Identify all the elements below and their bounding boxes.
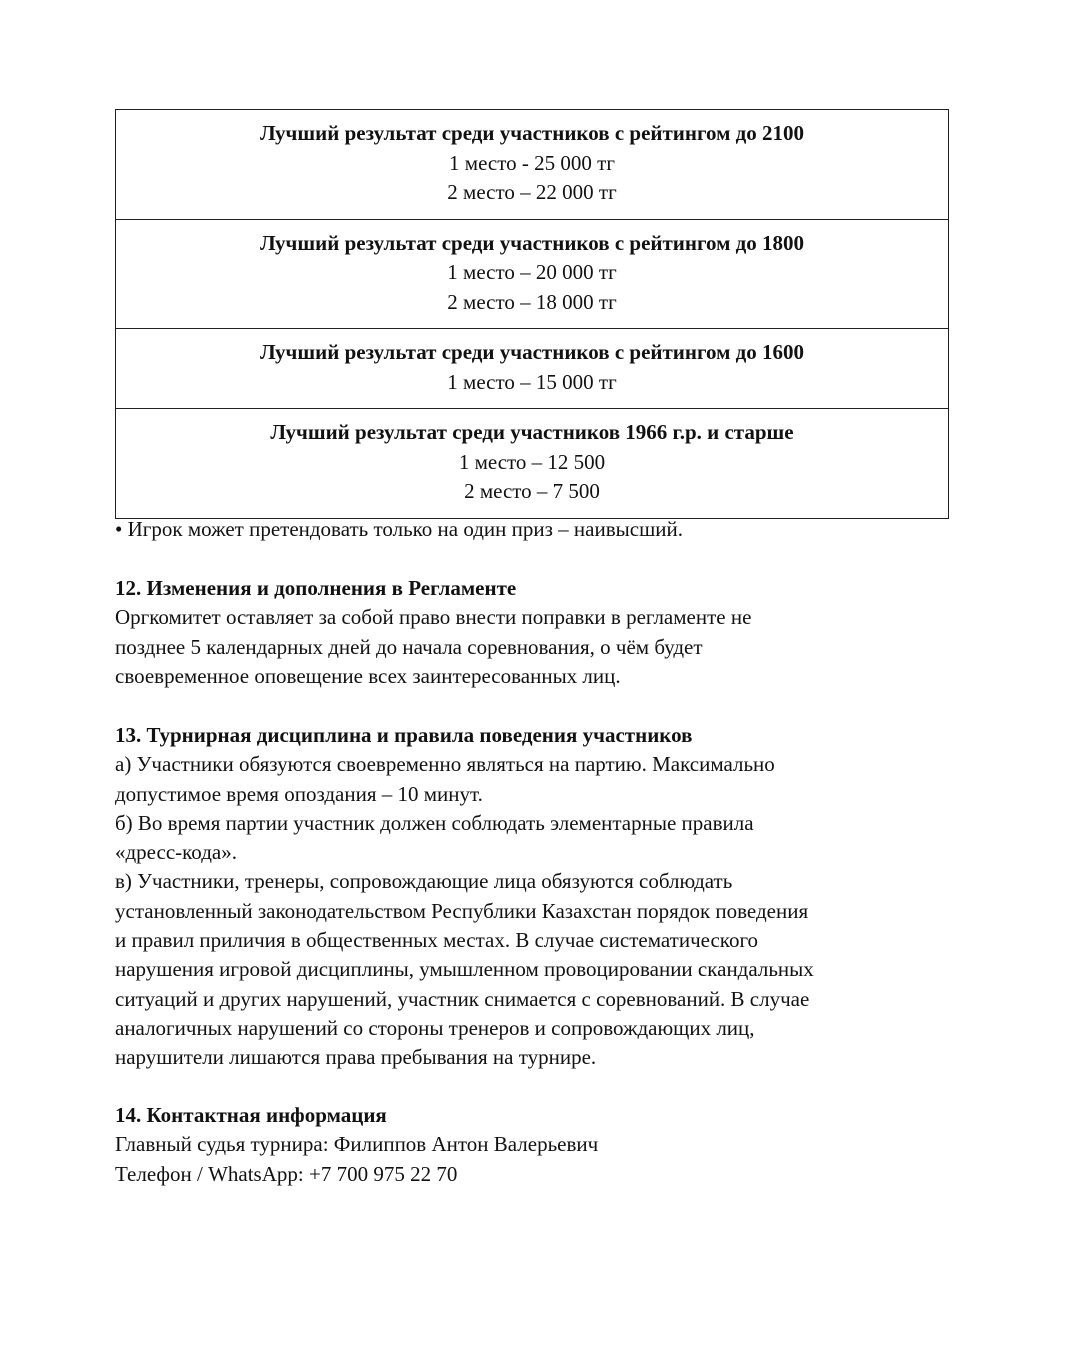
section-13 bbox=[115, 721, 875, 1073]
section-line: б) Во время партии участник должен соблюдать элементарные правила bbox=[115, 810, 754, 835]
prize-line: 1 место - 25 000 тг bbox=[449, 150, 615, 175]
prize-cell-rating-1600 bbox=[116, 328, 948, 408]
prize-line: 1 место – 15 000 тг bbox=[447, 369, 617, 394]
prize-note: • Игрок может претендовать только на один приз – наивысший. bbox=[115, 517, 683, 541]
prize-line: 2 место – 7 500 bbox=[464, 479, 600, 503]
prize-heading: Лучший результат среди участников с рейтингом до 1800 bbox=[259, 230, 805, 255]
section-line: нарушители лишаются права пребывания на турнире. bbox=[115, 1045, 597, 1070]
prize-table bbox=[115, 109, 949, 519]
section-title: 12. Изменения и дополнения в Регламенте bbox=[115, 576, 517, 600]
prize-cell-rating-2100 bbox=[116, 110, 948, 219]
section-line: своевременное оповещение всех заинтересованных лиц. bbox=[115, 663, 621, 688]
section-line: и правил приличия в общественных местах. В случае систематического bbox=[115, 928, 759, 953]
prize-line: 1 место – 12 500 bbox=[458, 449, 606, 474]
section-line: допустимое время опоздания – 10 минут. bbox=[115, 781, 483, 806]
section-title: 14. Контактная информация bbox=[115, 1103, 387, 1127]
section-title: 13. Турнирная дисциплина и правила поведения участников bbox=[115, 723, 693, 747]
section-line: установленный законодательством Республики Казахстан порядок поведения bbox=[115, 898, 809, 923]
prize-heading: Лучший результат среди участников с рейтингом до 2100 bbox=[259, 121, 805, 145]
section-line: нарушения игровой дисциплины, умышленном провоцировании скандальных bbox=[115, 957, 814, 982]
prize-line: 2 место – 18 000 тг bbox=[447, 289, 617, 314]
prize-line: 1 место – 20 000 тг bbox=[447, 260, 617, 284]
section-line: «дресс-кода». bbox=[115, 840, 237, 865]
section-14 bbox=[115, 1101, 875, 1189]
prize-line: 2 место – 22 000 тг bbox=[447, 180, 617, 204]
prize-cell-rating-1800 bbox=[116, 219, 948, 329]
section-line: в) Участники, тренеры, сопровождающие лица обязуются соблюдать bbox=[115, 869, 733, 894]
section-line: ситуаций и других нарушений, участник снимается с соревнований. В случае bbox=[115, 986, 810, 1011]
contact-phone: Телефон / WhatsApp: +7 700 975 22 70 bbox=[115, 1161, 458, 1186]
contact-judge: Главный судья турнира: Филиппов Антон Валерьевич bbox=[115, 1132, 599, 1157]
section-line: позднее 5 календарных дней до начала соревнования, о чём будет bbox=[115, 634, 703, 659]
section-12 bbox=[115, 574, 875, 691]
section-line: Оргкомитет оставляет за собой право внести поправки в регламенте не bbox=[115, 605, 752, 630]
prize-cell-veterans bbox=[116, 408, 948, 518]
section-line: аналогичных нарушений со стороны тренеров и сопровождающих лиц, bbox=[115, 1015, 755, 1040]
prize-heading: Лучший результат среди участников с рейтингом до 1600 bbox=[259, 340, 805, 364]
section-line: а) Участники обязуются своевременно являться на партию. Максимально bbox=[115, 752, 775, 777]
prize-heading: Лучший результат среди участников 1966 г.р. и старше bbox=[270, 420, 794, 444]
